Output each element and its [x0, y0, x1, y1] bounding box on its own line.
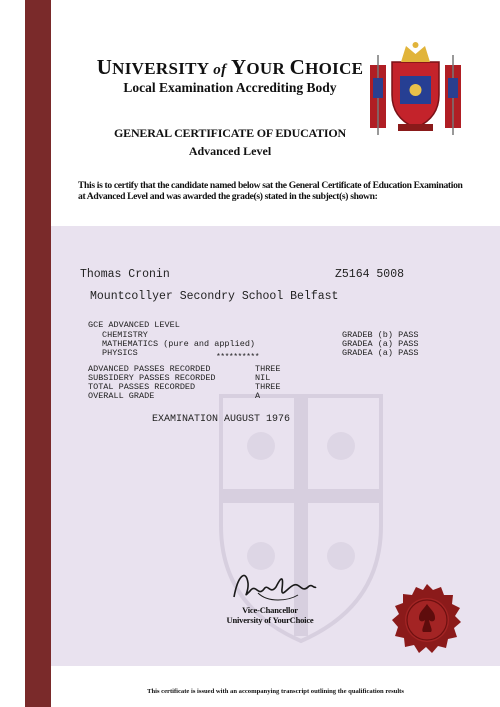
signature-icon	[228, 563, 318, 605]
school-name: Mountcollyer Secondry School Belfast	[90, 290, 339, 303]
summary-label: SUBSIDERY PASSES RECORDED	[88, 373, 216, 383]
subject-grade: GRADEA (a) PASS	[342, 339, 419, 349]
examination-date: EXAMINATION AUGUST 1976	[152, 414, 291, 425]
certificate-title: GENERAL CERTIFICATE OF EDUCATION	[114, 126, 346, 140]
summary-value: THREE	[255, 382, 281, 392]
footer-note: This certificate is issued with an accompanying transcript outlining the qualification results	[147, 688, 404, 695]
certificate-level: Advanced Level	[188, 144, 272, 158]
subject-grade: GRADEA (a) PASS	[342, 348, 419, 358]
candidate-name: Thomas Cronin	[80, 268, 170, 281]
summary-label: TOTAL PASSES RECORDED	[88, 382, 196, 392]
results-heading: GCE ADVANCED LEVEL	[88, 320, 180, 330]
university-name: UNIVERSITY of YOUR CHOICE	[96, 55, 364, 79]
certificate-statement: This is to certify that the candidate named below sat the General Certificate of Education Examination at Advanced Level and was awarded the grade(s) stated in the subject(s) shown:	[78, 180, 463, 202]
signatory-block	[200, 605, 340, 625]
summary-value: THREE	[255, 364, 281, 374]
wax-seal-icon	[389, 582, 465, 658]
accrediting-body: Local Examination Accrediting Body	[123, 80, 337, 95]
signatory-org: University of YourChoice	[226, 615, 314, 625]
summary-value: NIL	[255, 373, 271, 383]
subject-name: PHYSICS	[102, 348, 138, 358]
university-crest-icon	[368, 40, 463, 140]
subject-name: CHEMISTRY	[102, 330, 148, 340]
summary-label: OVERALL GRADE	[88, 391, 155, 401]
summary-value: A	[255, 391, 261, 401]
signatory-title: Vice-Chancellor	[242, 605, 298, 615]
subject-grade: GRADEB (b) PASS	[342, 330, 419, 340]
left-border-stripe	[25, 0, 51, 707]
candidate-number: Z5164 5008	[335, 268, 405, 281]
separator-stars: **********	[216, 353, 260, 362]
summary-label: ADVANCED PASSES RECORDED	[88, 364, 211, 374]
subject-name: MATHEMATICS (pure and applied)	[102, 339, 256, 349]
